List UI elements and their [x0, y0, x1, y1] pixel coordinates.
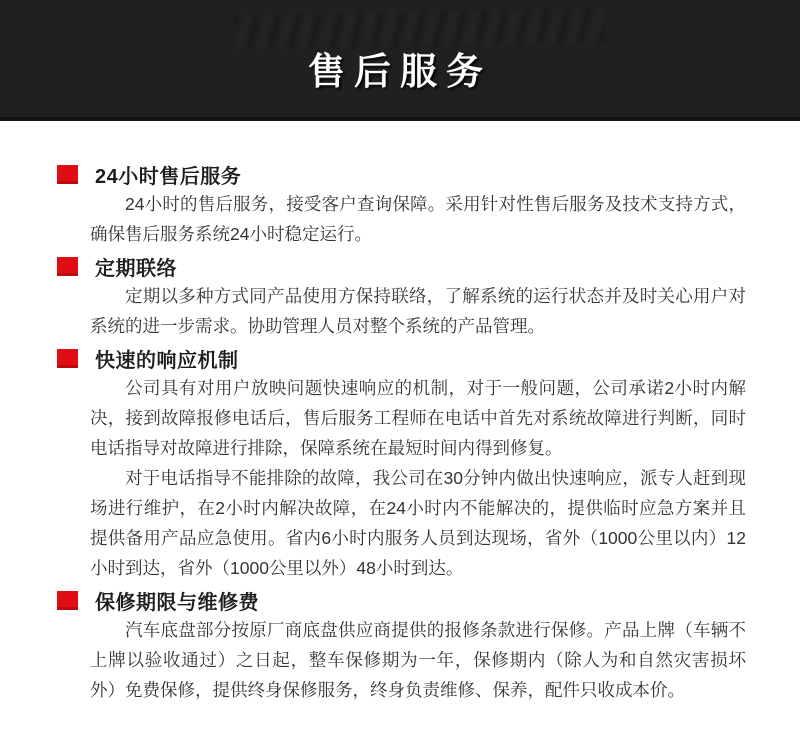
section-regular-contact: [57, 251, 745, 341]
red-bullet-square-icon: [57, 257, 78, 276]
section-rapid-response: [57, 343, 745, 583]
section-paragraph: 24小时的售后服务，接受客户查询保障。采用针对性售后服务及技术支持方式，确保售后服务系统24小时稳定运行。: [90, 194, 746, 244]
red-bullet-square-icon: [57, 349, 78, 368]
section-heading-row: [57, 585, 745, 615]
section-warranty: [57, 585, 745, 705]
section-paragraph: 对于电话指导不能排除的故障，我公司在30分钟内做出快速响应，派专人赶到现场进行维护，在2小时内解决故障，在24小时内不能解决的，提供临时应急方案并且提供备用产品应急使用。省内6小时内服务人员到达现场，省外（1000公里以内）12小时到达，省外（1000公里以外）48小时到达。: [90, 468, 746, 578]
page-title: 售后服务: [308, 51, 492, 92]
red-bullet-square-icon: [57, 591, 78, 610]
section-heading-row: [57, 159, 745, 189]
section-heading: 保修期限与维修费: [95, 591, 259, 614]
red-bullet-square-icon: [57, 165, 78, 184]
section-paragraph: 公司具有对用户放映问题快速响应的机制，对于一般问题，公司承诺2小时内解决，接到故障报修电话后，售后服务工程师在电话中首先对系统故障进行判断，同时电话指导对故障进行排除，保障系统在最短时间内得到修复。: [90, 378, 746, 458]
header-banner: [0, 0, 800, 121]
section-24h-service: [57, 159, 745, 249]
section-heading-row: [57, 251, 745, 281]
section-paragraph: 定期以多种方式同产品使用方保持联络，了解系统的运行状态并及时关心用户对系统的进一步需求。协助管理人员对整个系统的产品管理。: [90, 286, 746, 336]
section-paragraph: 汽车底盘部分按原厂商底盘供应商提供的报修条款进行保修。产品上牌（车辆不上牌以验收通过）之日起，整车保修期为一年，保修期内（除人为和自然灾害损坏外）免费保修，提供终身保修服务，终身负责维修、保养，配件只收成本价。: [90, 620, 746, 700]
section-heading-row: [57, 343, 745, 373]
content-area: [0, 121, 800, 705]
section-heading: 24小时售后服务: [95, 165, 242, 188]
section-heading: 定期联络: [95, 257, 177, 280]
section-heading: 快速的响应机制: [95, 349, 239, 372]
